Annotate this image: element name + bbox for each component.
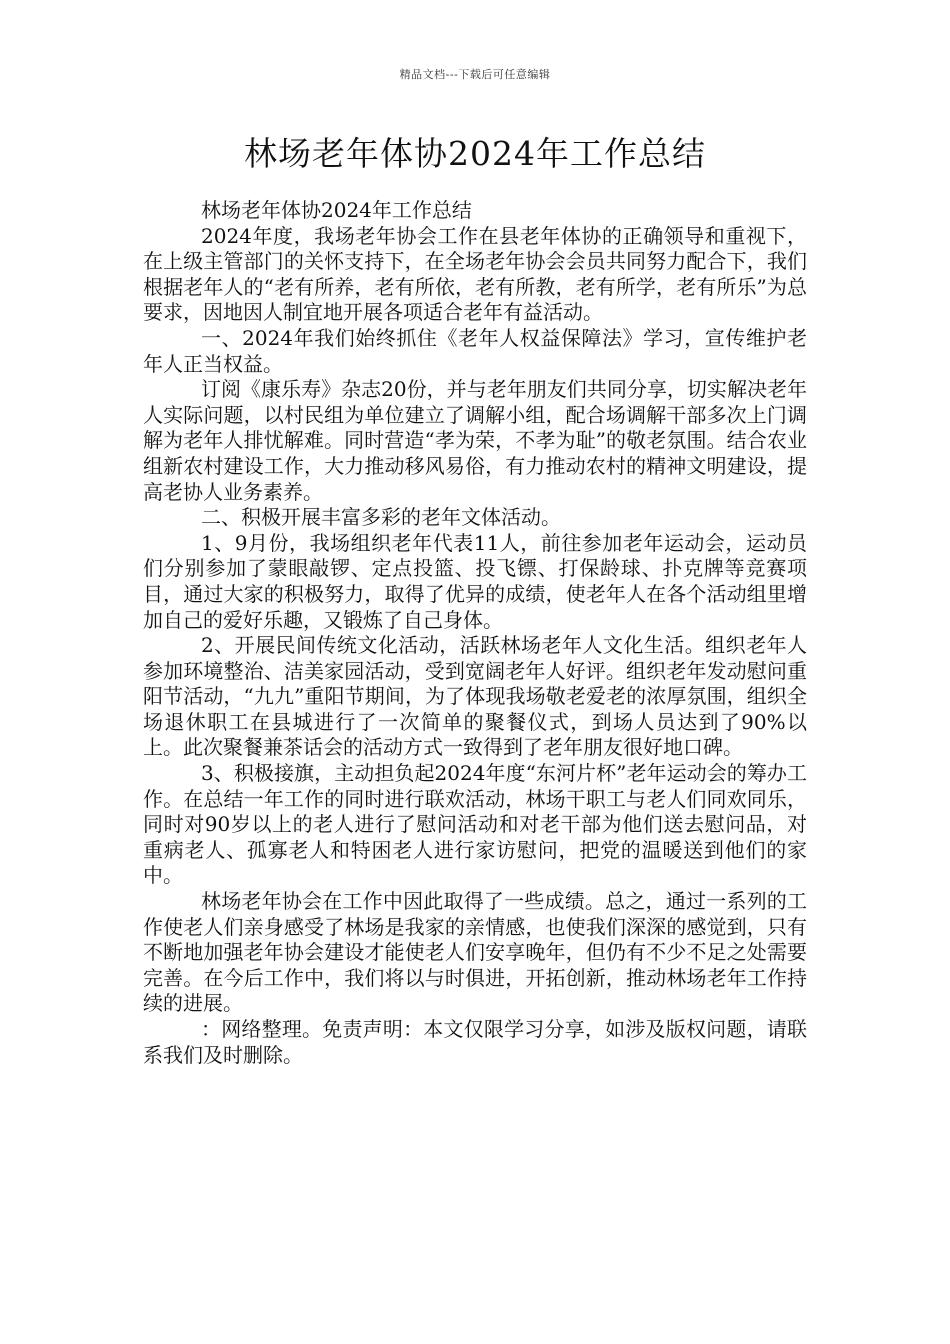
document-title: 林场老年体协2024年工作总结: [244, 134, 706, 173]
paragraph-section-2-heading: 二、积极开展丰富多彩的老年文体活动。: [201, 505, 561, 530]
paragraph-subtitle: 林场老年体协2024年工作总结: [201, 198, 472, 222]
paragraph-disclaimer: ：网络整理。免责声明：本文仅限学习分享，如涉及版权问题，请联系我们及时删除。: [143, 1017, 807, 1067]
paragraph-section-1-heading: 一、2024年我们始终抓住《老年人权益保障法》学习，宣传维护老年人正当权益。: [143, 325, 807, 376]
header-note: 精品文档---下载后可任意编辑: [399, 68, 551, 81]
paragraph-item-2: 2、开展民间传统文化活动，活跃林场老年人文化生活。组织老年人参加环境整治、洁美家园活动，受到宽阔老年人好评。组织老年发动慰问重阳节活动，“九九”重阳节期间，为了体现我场敬老爱老的浓厚氛围，组织全场退休职工在县城进行了一次简单的聚餐仪式，到场人员达到了90%以上。此次聚餐兼茶话会的活动方式一致得到了老年朋友很好地口碑。: [143, 633, 807, 760]
paragraph-section-1-body: 订阅《康乐寿》杂志20份，并与老年朋友们共同分享，切实解决老年人实际问题，以村民组为单位建立了调解小组，配合场调解干部多次上门调解为老年人排忧解难。同时营造“孝为荣，不孝为耻”的敬老氛围。结合农业组新农村建设工作，大力推动移风易俗，有力推动农村的精神文明建设，提高老协人业务素养。: [143, 377, 807, 504]
paragraph-item-3: 3、积极接旗，主动担负起2024年度“东河片杯”老年运动会的筹办工作。在总结一年工作的同时进行联欢活动，林场干职工与老人们同欢同乐，同时对90岁以上的老人进行了慰问活动和对老干部为他们送去慰问品，对重病老人、孤寡老人和特困老人进行家访慰问，把党的温暖送到他们的家中。: [143, 761, 807, 888]
paragraph-conclusion: 林场老年协会在工作中因此取得了一些成绩。总之，通过一系列的工作使老人们亲身感受了林场是我家的亲情感，也使我们深深的感觉到，只有不断地加强老年协会建设才能使老人们安享晚年，但仍有不少不足之处需要完善。在今后工作中，我们将以与时俱进，开拓创新，推动林场老年工作持续的进展。: [143, 889, 807, 1016]
document-body: [143, 198, 807, 1068]
paragraph-item-1: 1、9月份，我场组织老年代表11人，前往参加老年运动会，运动员们分别参加了蒙眼敲锣、定点投篮、投飞镖、打保龄球、扑克牌等竞赛项目，通过大家的积极努力，取得了优异的成绩，使老年人在各个活动组里增加自己的爱好乐趣，又锻炼了自己身体。: [143, 530, 807, 632]
paragraph-intro: 2024年度，我场老年协会工作在县老年体协的正确领导和重视下，在上级主管部门的关怀支持下，在全场老年协会会员共同努力配合下，我们根据老年人的“老有所养，老有所依，老有所教，老有所学，老有所乐”为总要求，因地因人制宜地开展各项适合老年有益活动。: [143, 223, 807, 325]
